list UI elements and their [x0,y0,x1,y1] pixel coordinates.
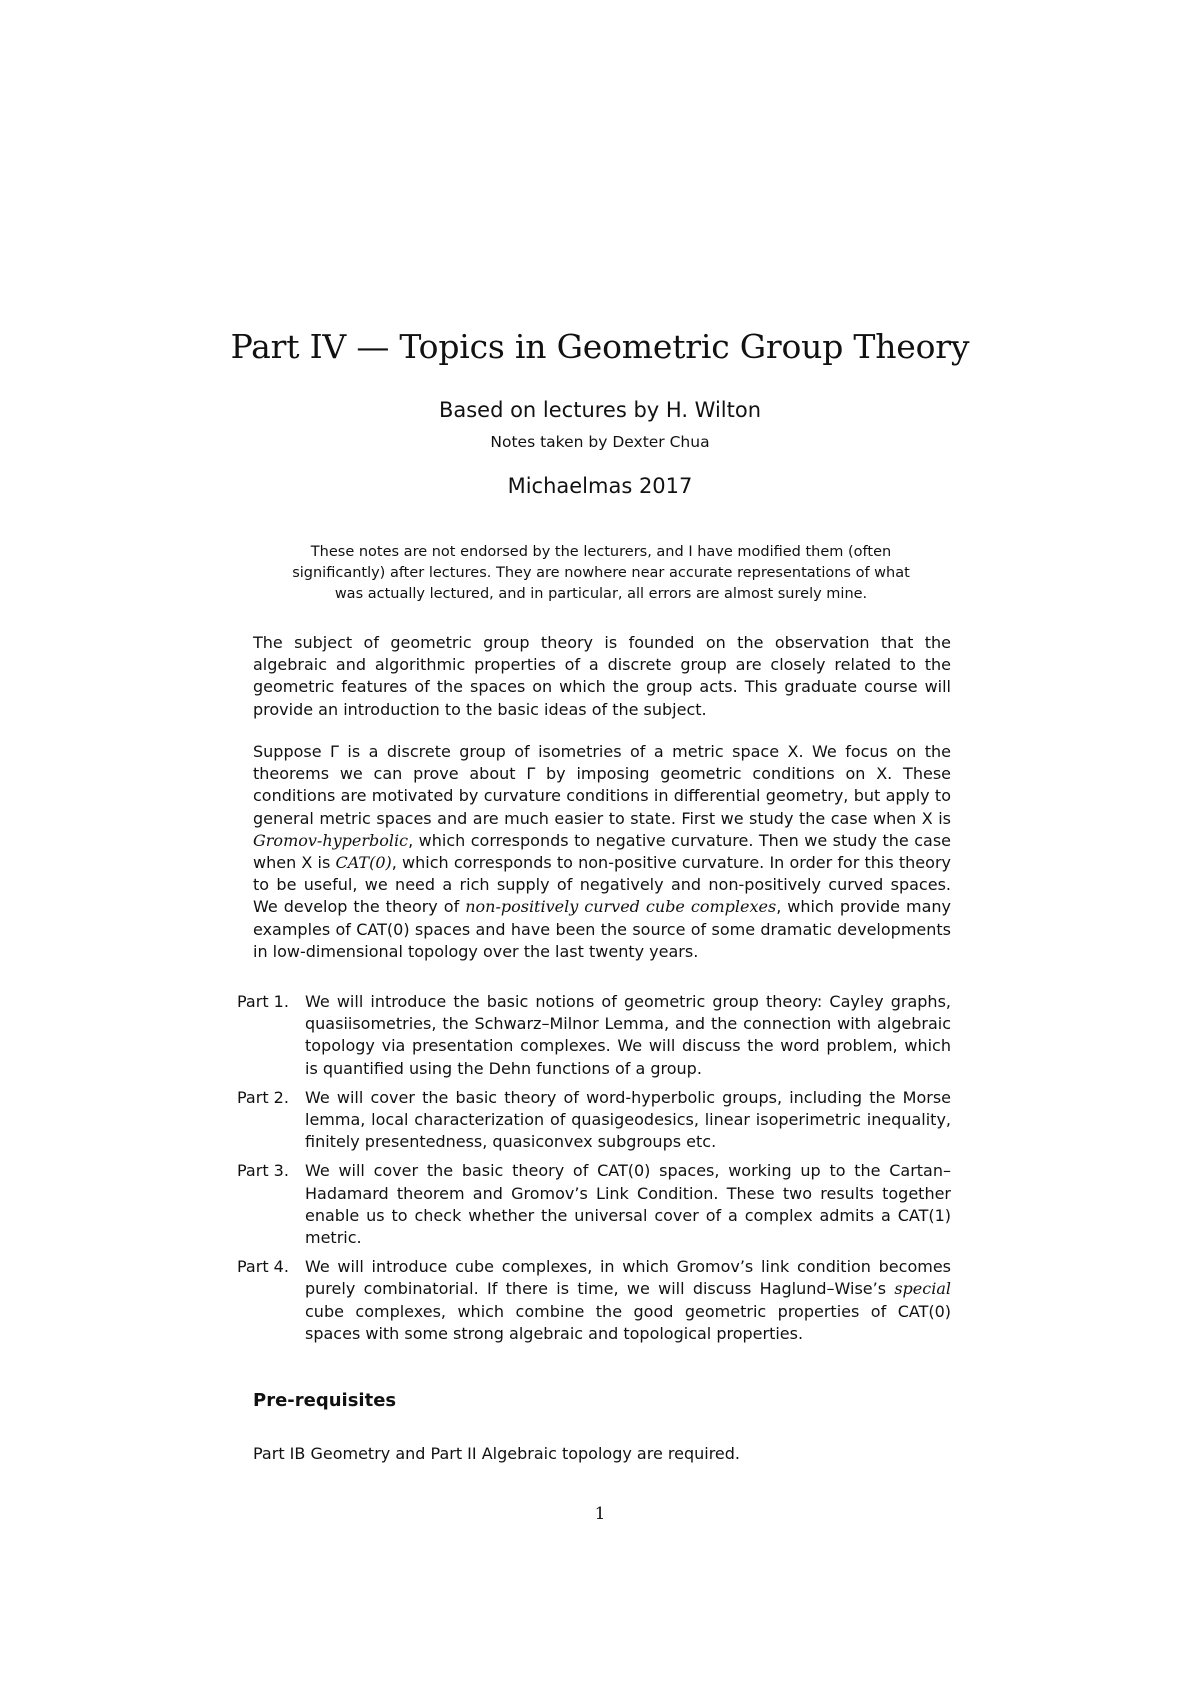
term-line: Michaelmas 2017 [507,474,693,498]
emphasis-special: special [894,1279,951,1299]
part-label: Part 3. [237,1161,289,1181]
part-text [305,1256,951,1345]
part-text-b: cube complexes, which combine the good geometric properties of CAT(0) spaces with some strong algebraic and topological properties. [305,1301,951,1343]
page-number: 1 [594,1504,606,1524]
list-item [237,1087,951,1154]
prerequisites-text: Part IB Geometry and Part II Algebraic topology are required. [253,1444,740,1463]
part-text: We will cover the basic theory of word-hyperbolic groups, including the Morse lemma, local characterization of quasigeodesics, linear isoperimetric inequality, finitely presentedness, quasiconvex subgroups etc. [305,1087,951,1152]
emphasis-cat0: CAT(0) [335,853,392,873]
part-label: Part 1. [237,992,289,1011]
list-item [237,991,951,1080]
lecturer-line: Based on lectures by H. Wilton [438,398,762,422]
list-item [237,1256,951,1345]
description-text-1: Suppose Γ is a discrete group of isometries of a metric space X. We focus on the theorems we can prove about Γ by imposing geometric conditions on X. These conditions are motivated by curvature conditions in differential geometry, but apply to general metric spaces and are much easier to state. First we study the case when X is [253,742,951,828]
emphasis-gromov-hyperbolic: Gromov-hyperbolic [253,830,409,850]
description-text-3: , which corresponds to non-positive curvature. In order for this theory to be useful, we need a rich supply of negatively and non-positively curved spaces. We develop the theory of [253,853,951,917]
course-parts-list [237,991,951,1352]
list-item [237,1160,951,1249]
description-text-4: , which provide many examples of CAT(0) spaces and have been the source of some dramatic developments in low-dimensional topology over the last twenty years. [253,897,951,961]
prerequisites-heading: Pre-requisites [253,1390,397,1411]
notes-author-line: Notes taken by Dexter Chua [490,433,710,451]
part-text: We will cover the basic theory of CAT(0) spaces, working up to the Cartan–Hadamard theorem and Gromov’s Link Condition. These two results together enable us to check whether the universal cover of a complex admits a CAT(1) metric. [305,1161,951,1248]
document-title: Part IV — Topics in Geometric Group Theory [230,327,970,366]
part-text-a: We will introduce cube complexes, in which Gromov’s link condition becomes purely combinatorial. If there is time, we will discuss Haglund–Wise’s [305,1257,951,1299]
description-text-2: , which corresponds to negative curvature. Then we study the case when X is [253,830,951,873]
part-label: Part 2. [237,1087,289,1107]
part-label: Part 4. [237,1257,289,1277]
intro-paragraph: The subject of geometric group theory is founded on the observation that the algebraic and algorithmic properties of a discrete group are closely related to the geometric features of the spaces on which the group acts. This graduate course will provide an introduction to the basic ideas of the subject. [253,633,951,719]
emphasis-cube-complexes: non-positively curved cube complexes [465,897,777,917]
disclaimer: These notes are not endorsed by the lecturers, and I have modified them (often significantly) after lectures. They are nowhere near accurate representations of what was actually lectured, and in particular, all errors are almost surely mine. [292,544,910,602]
part-text: We will introduce the basic notions of geometric group theory: Cayley graphs, quasiisometries, the Schwarz–Milnor Lemma, and the connection with algebraic topology via presentation complexes. We will discuss the word problem, which is quantified using the Dehn functions of a group. [305,992,951,1078]
course-description-paragraph [253,741,951,963]
